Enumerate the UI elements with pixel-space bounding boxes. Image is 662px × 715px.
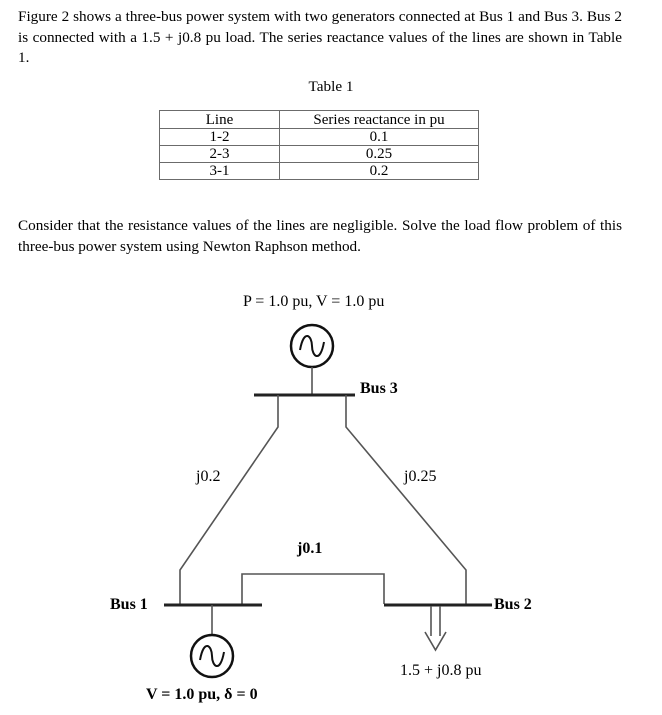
bus-3-label: Bus 3	[360, 380, 398, 397]
bus-2-label: Bus 2	[494, 596, 532, 613]
cell-line: 3-1	[160, 163, 280, 180]
consider-paragraph: Consider that the resistance values of the lines are negligible. Solve the load flow problem of this three-bus power system using Newton Raphson method.	[18, 217, 622, 255]
ac-wave-icon	[300, 336, 324, 356]
header-reactance: Series reactance in pu	[280, 111, 479, 129]
intro-paragraph: Figure 2 shows a three-bus power system with two generators connected at Bus 1 and Bus 3. Bus 2 is connected with a 1.5 + j0.8 pu load. The series reactance values of the lines are shown in Table 1.	[18, 8, 622, 66]
gen3-spec-label: P = 1.0 pu, V = 1.0 pu	[243, 293, 385, 310]
line13-reactance-label: j0.2	[196, 468, 221, 485]
table-caption: Table 1	[308, 78, 354, 95]
ac-wave-icon	[200, 646, 224, 666]
line-1-2	[242, 574, 384, 604]
cell-reactance: 0.25	[280, 146, 479, 163]
header-line: Line	[160, 111, 280, 129]
load-label: 1.5 + j0.8 pu	[400, 662, 482, 679]
bus-1-label: Bus 1	[110, 596, 148, 613]
line-2-3	[346, 395, 466, 604]
gen1-spec-label: V = 1.0 pu, δ = 0	[146, 686, 258, 703]
line12-reactance-label: j0.1	[297, 540, 323, 557]
line23-reactance-label: j0.25	[404, 468, 437, 485]
cell-line: 2-3	[160, 146, 280, 163]
load-arrow-icon	[425, 606, 446, 650]
cell-reactance: 0.1	[280, 129, 479, 146]
line-1-3	[180, 395, 278, 604]
cell-reactance: 0.2	[280, 163, 479, 180]
cell-line: 1-2	[160, 129, 280, 146]
